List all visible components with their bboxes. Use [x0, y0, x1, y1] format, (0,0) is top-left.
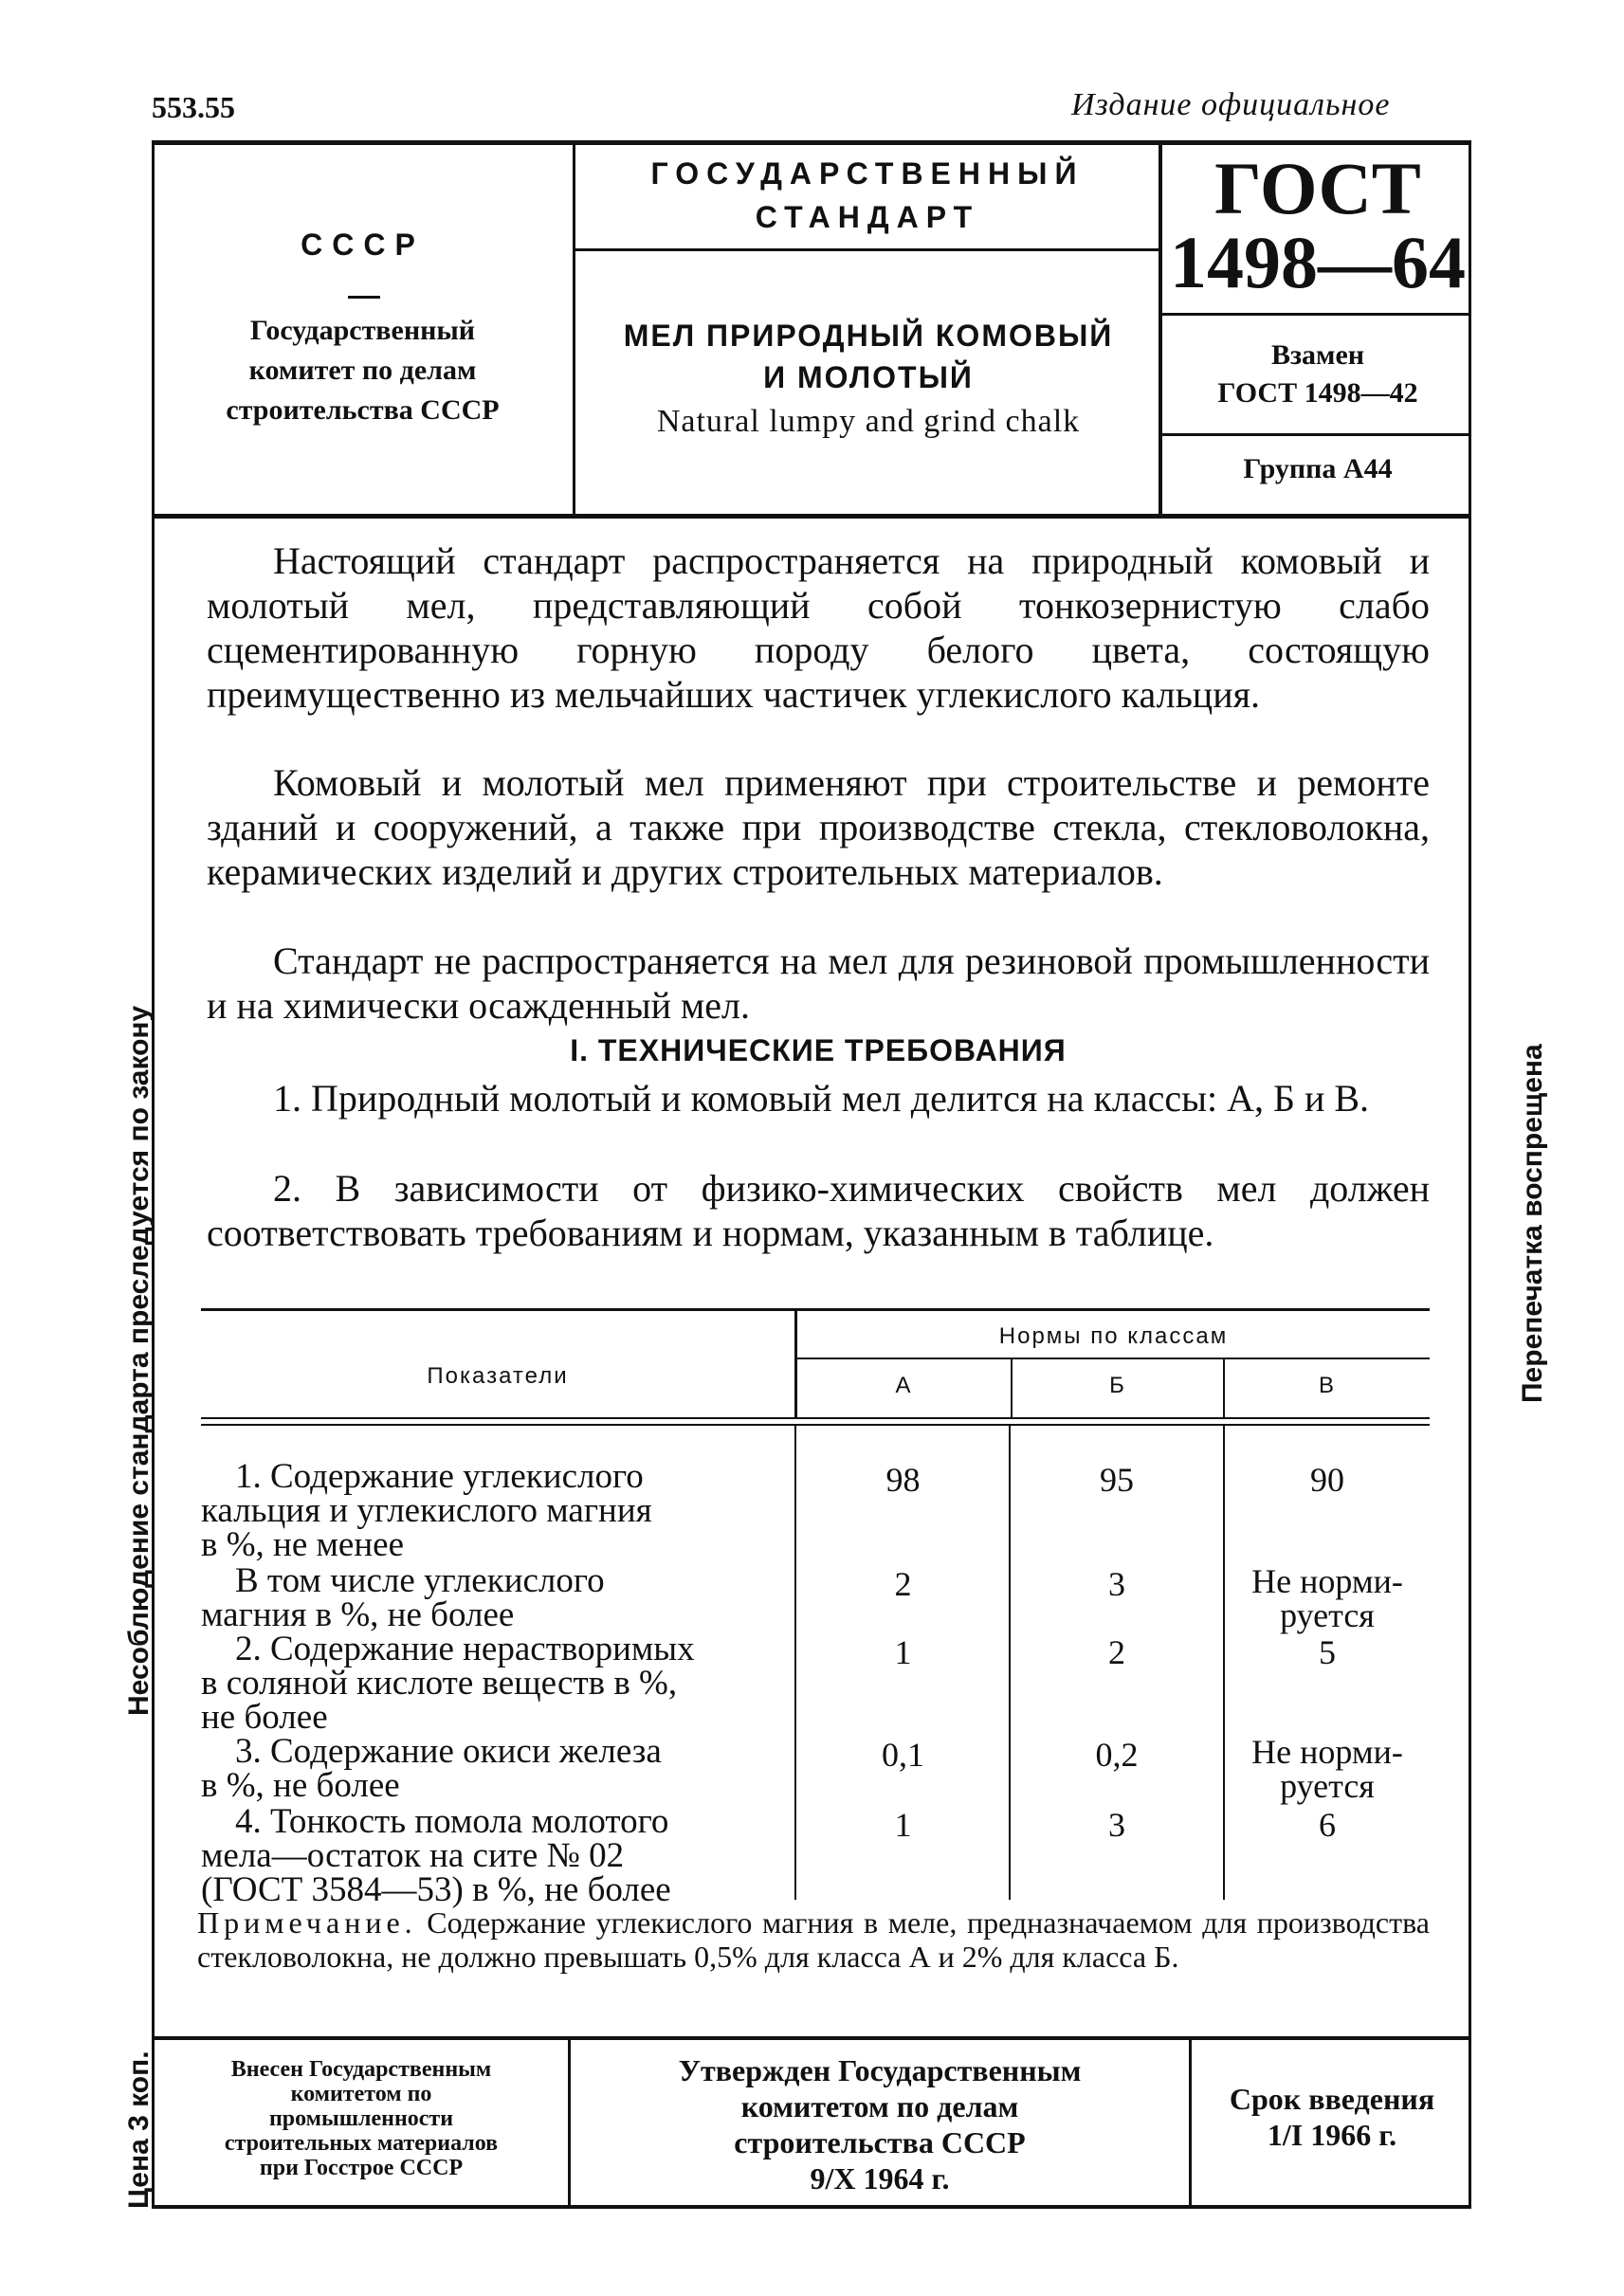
table-row-4-label [201, 1802, 768, 1909]
row-1b-label-line-2: магния в %, не более [201, 1595, 515, 1634]
paragraph-exclusion-text: Стандарт не распространяется на мел для резиновой промышленности и на химически осажденный мел. [207, 939, 1430, 1027]
row-1-label-line-2: кальция и углекислого магния [201, 1491, 652, 1530]
row-1b-value-a: 2 [894, 1565, 912, 1603]
document-title-ru [578, 315, 1159, 398]
committee-line-2: комитет по делам [248, 355, 477, 386]
header-middle-divider [575, 248, 1159, 251]
row-1-label-line-1: 1. Содержание углекислого [235, 1457, 644, 1496]
col-header-indicator: Показатели [427, 1363, 569, 1389]
row-3-value-b: 0,2 [1095, 1736, 1139, 1774]
row-3-label-line-1: 3. Содержание окиси железа [235, 1732, 662, 1771]
row-1-value-a: 98 [885, 1461, 921, 1499]
row-2-value-b: 2 [1108, 1633, 1125, 1671]
footer-bottom-rule [152, 2205, 1471, 2209]
row-2-label-line-2: в соляной кислоте веществ в %, [201, 1664, 678, 1703]
col-header-norms: Нормы по классам [998, 1323, 1229, 1349]
table-header-subrule [797, 1358, 1430, 1359]
country-label: СССР [301, 228, 425, 262]
left-margin-notice: Несоблюдение стандарта преследуется по закону [123, 1005, 155, 1716]
introduced-line-5: при Госстрое СССР [259, 2156, 464, 2180]
paragraph-application [207, 760, 1430, 894]
table-body-vline-1 [794, 1426, 796, 1900]
standard-type [578, 152, 1157, 239]
group-code: Группа А44 [1243, 453, 1393, 484]
title-ru-line-2: И МОЛОТЫЙ [763, 360, 974, 394]
row-4-label-line-2: мела—остаток на сите № 02 [201, 1836, 625, 1875]
row-3-value-a: 0,1 [882, 1736, 924, 1774]
gost-designation [1164, 147, 1471, 303]
row-1b-label-line-1: В том числе углекислого [235, 1561, 605, 1600]
header-divider [152, 514, 1471, 519]
title-ru-line-1: МЕЛ ПРИРОДНЫЙ КОМОВЫЙ [623, 319, 1114, 353]
approved-line-1: Утвержден Государственным [678, 2053, 1082, 2087]
price-label: Цена 3 коп. [123, 2050, 155, 2209]
effective-line-2: 1/I 1966 г. [1267, 2118, 1397, 2152]
table-header-bottom-rule-2 [201, 1424, 1430, 1426]
row-4-value-v: 6 [1319, 1806, 1336, 1844]
edition-label: Издание официальное [1071, 87, 1391, 122]
table-top-rule [201, 1308, 1430, 1311]
row-4-value-b: 3 [1108, 1806, 1125, 1844]
row-1b-value-v: Не норми-руется [1251, 1562, 1403, 1634]
committee-line-3: строительства СССР [226, 394, 500, 426]
committee-label [156, 311, 569, 430]
country-dash [348, 296, 380, 299]
row-2-label-line-1: 2. Содержание нерастворимых [235, 1630, 695, 1668]
row-2-value-v: 5 [1319, 1633, 1336, 1671]
table-row-2-label [201, 1632, 768, 1735]
row-3-label-line-2: в %, не более [201, 1766, 400, 1805]
paragraph-exclusion [207, 938, 1430, 1028]
paragraph-classes [207, 1076, 1430, 1121]
replaces-label: Взамен [1270, 339, 1365, 371]
paragraph-classes-text: 1. Природный молотый и комовый мел делится на классы: А, Б и В. [273, 1077, 1370, 1120]
note-text: Содержание углекислого магния в меле, предназначаемом для производства стекловолокна, не должно превышать 0,5% для класса А и 2% для класса Б. [197, 1905, 1430, 1974]
introduced-line-1: Внесен Государственным [230, 2057, 492, 2082]
footer-effective [1193, 2081, 1471, 2153]
header-right-divider-1 [1162, 313, 1471, 316]
footer-top-rule [152, 2036, 1471, 2040]
introduced-line-2: комитетом по [290, 2082, 432, 2106]
row-1-value-b: 95 [1100, 1461, 1134, 1499]
approved-line-2: комитетом по делам [740, 2089, 1019, 2123]
footer-introduced [156, 2057, 566, 2180]
row-2-value-a: 1 [894, 1633, 912, 1671]
table-note [197, 1905, 1430, 1974]
replaces-value: ГОСТ 1498—42 [1217, 377, 1418, 409]
paragraph-scope [207, 538, 1430, 717]
paragraph-scope-text: Настоящий стандарт распространяется на природный комовый и молотый мел, представляющий собой тонкозернистую слабо сцементированную горную породу белого цвета, состоящую преимущественно из мельчайших частичек углекислого кальция. [207, 539, 1430, 716]
standard-type-line-1: ГОСУДАРСТВЕННЫЙ [650, 156, 1085, 191]
row-2-label-line-3: не более [201, 1698, 328, 1737]
committee-line-1: Государственный [249, 315, 476, 346]
row-4-label-line-3: (ГОСТ 3584—53) в %, не более [201, 1870, 671, 1909]
table-header-bottom-rule-1 [201, 1417, 1430, 1419]
introduced-line-3: промышленности [268, 2106, 454, 2131]
footer-approved [573, 2052, 1187, 2196]
table-row-1-label [201, 1457, 768, 1564]
row-3-value-v: Не норми-руется [1251, 1733, 1403, 1805]
col-header-class-a: А [895, 1373, 913, 1398]
header-vertical-divider-left [573, 145, 575, 514]
header-vertical-divider-right [1159, 145, 1162, 514]
approved-line-4: 9/X 1964 г. [810, 2161, 950, 2196]
section-title: I. ТЕХНИЧЕСКИЕ ТРЕБОВАНИЯ [570, 1033, 1067, 1067]
approved-line-3: строительства СССР [734, 2125, 1026, 2159]
footer-vline-2 [1189, 2040, 1192, 2205]
row-1-label-line-3: в %, не менее [201, 1525, 404, 1564]
row-1-value-v: 90 [1310, 1461, 1344, 1499]
table-row-1b-label [201, 1561, 768, 1634]
col-header-class-b: Б [1109, 1373, 1126, 1398]
table-row-3-label [201, 1732, 768, 1805]
paragraph-application-text: Комовый и молотый мел применяют при строительстве и ремонте зданий и сооружений, а также при производстве стекла, стекловолокна, керамических изделий и других строительных материалов. [207, 761, 1430, 893]
row-1b-value-b: 3 [1108, 1565, 1125, 1603]
col-header-class-v: В [1318, 1373, 1336, 1398]
replaces-block [1164, 337, 1471, 412]
footer-vline-1 [568, 2040, 571, 2205]
gost-number: 1498—64 [1170, 221, 1466, 303]
effective-line-1: Срок введения [1229, 2082, 1435, 2116]
header-right-divider-2 [1162, 433, 1471, 436]
paragraph-requirements [207, 1166, 1430, 1255]
standard-type-line-2: СТАНДАРТ [755, 200, 980, 234]
udc-code: 553.55 [152, 90, 235, 124]
document-title-en: Natural lumpy and grind chalk [656, 404, 1081, 439]
paragraph-requirements-text: 2. В зависимости от физико-химических свойств мел должен соответствовать требованиям и нормам, указанным в таблице. [207, 1167, 1430, 1254]
introduced-line-4: строительных материалов [224, 2131, 499, 2156]
row-4-label-line-1: 4. Тонкость помола молотого [235, 1802, 669, 1841]
row-4-value-a: 1 [894, 1806, 912, 1844]
note-label: Примечание. [197, 1905, 417, 1940]
right-margin-notice: Перепечатка воспрещена [1517, 1044, 1548, 1403]
gost-label: ГОСТ [1214, 147, 1421, 229]
